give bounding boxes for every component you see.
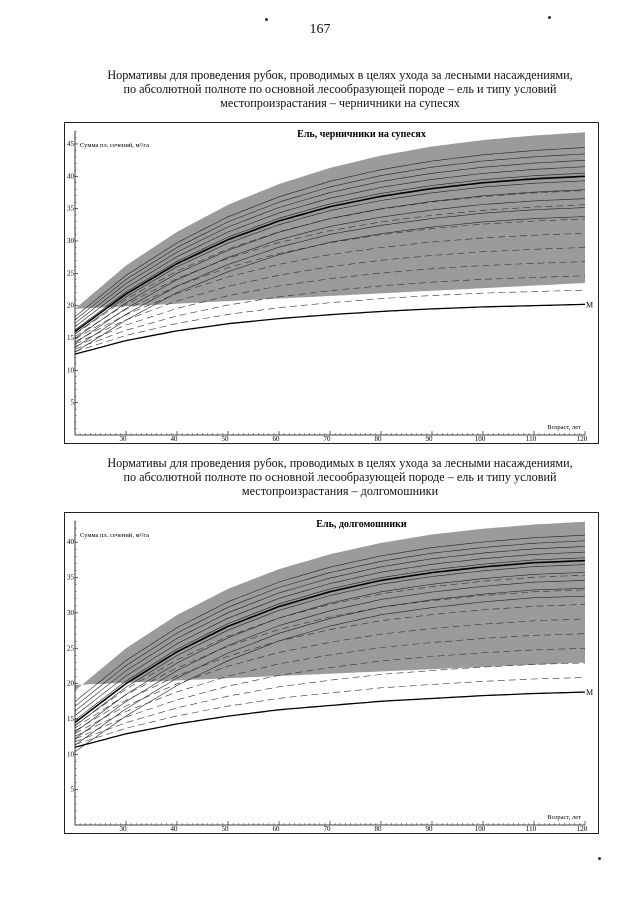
x-tick-label: 120: [576, 434, 588, 443]
caption-line: по абсолютной полноте по основной лесообразующей породе – ель и типу условий: [123, 470, 557, 484]
chart-svg: [65, 513, 598, 833]
x-tick-label: 70: [323, 824, 331, 833]
y-tick-label: 25: [67, 269, 74, 278]
x-tick-label: 100: [474, 824, 486, 833]
x-tick-label: 30: [119, 824, 127, 833]
x-tick-label: 30: [119, 434, 127, 443]
caption-line: Нормативы для проведения рубок, проводимых в целях ухода за лесными насаждениями,: [107, 456, 573, 470]
x-tick-label: 50: [221, 824, 229, 833]
y-tick-label: 5: [70, 785, 74, 794]
chart-spruce-blueberry: [64, 122, 599, 444]
x-tick-label: 90: [425, 434, 433, 443]
y-axis-label: Сумма пл. сечений, м²/га: [80, 532, 149, 539]
chart-spruce-long-moss: [64, 512, 599, 834]
chart-svg: [65, 123, 598, 443]
page-number: 167: [309, 22, 331, 37]
scan-speck: [548, 16, 551, 19]
x-tick-label: 110: [525, 434, 537, 443]
caption-line: местопроизрастания – черничники на супесях: [220, 96, 460, 110]
plot-area: [75, 522, 593, 752]
y-tick-label: 45: [67, 139, 74, 148]
chart-title: Ель, долгомошники: [316, 519, 407, 530]
caption-chart-2: [70, 456, 610, 498]
y-tick-label: 10: [67, 366, 74, 375]
y-tick-label: 40: [67, 538, 74, 547]
x-tick-label: 90: [425, 824, 433, 833]
dashed-curve: [75, 678, 585, 745]
plot-area: [75, 132, 593, 354]
y-tick-label: 30: [67, 236, 74, 245]
x-tick-label: 60: [272, 824, 280, 833]
x-tick-label: 40: [170, 824, 178, 833]
caption-line: Нормативы для проведения рубок, проводимых в целях ухода за лесными насаждениями,: [107, 68, 573, 82]
y-axis-label: Сумма пл. сечений, м²/га: [80, 142, 149, 149]
x-tick-label: 80: [374, 824, 382, 833]
y-tick-label: 20: [67, 301, 74, 310]
x-axis-label: Возраст, лет: [547, 424, 581, 431]
y-tick-label: 5: [70, 398, 74, 407]
x-tick-label: 50: [221, 434, 229, 443]
x-tick-label: 120: [576, 824, 588, 833]
y-tick-label: 40: [67, 172, 74, 181]
y-tick-label: 25: [67, 644, 74, 653]
y-tick-label: 30: [67, 608, 74, 617]
x-tick-label: 60: [272, 434, 280, 443]
y-tick-label: 35: [67, 573, 74, 582]
y-tick-label: 35: [67, 204, 74, 213]
y-tick-label: 10: [67, 750, 74, 759]
m-line-label: М: [586, 688, 594, 698]
x-tick-label: 70: [323, 434, 331, 443]
scan-speck: [598, 857, 601, 860]
scan-speck: [265, 18, 268, 21]
x-tick-label: 40: [170, 434, 178, 443]
caption-line: по абсолютной полноте по основной лесообразующей породе – ель и типу условий: [123, 82, 557, 96]
x-tick-label: 110: [525, 824, 537, 833]
m-line-label: М: [586, 300, 594, 310]
x-tick-label: 80: [374, 434, 382, 443]
y-tick-label: 15: [67, 714, 74, 723]
x-tick-label: 100: [474, 434, 486, 443]
caption-line: местопроизрастания – долгомошники: [241, 484, 439, 498]
y-tick-label: 15: [67, 333, 74, 342]
y-tick-label: 20: [67, 679, 74, 688]
chart-title: Ель, черничники на супесях: [297, 129, 426, 140]
x-axis-label: Возраст, лет: [547, 814, 581, 821]
caption-chart-1: [70, 68, 610, 110]
